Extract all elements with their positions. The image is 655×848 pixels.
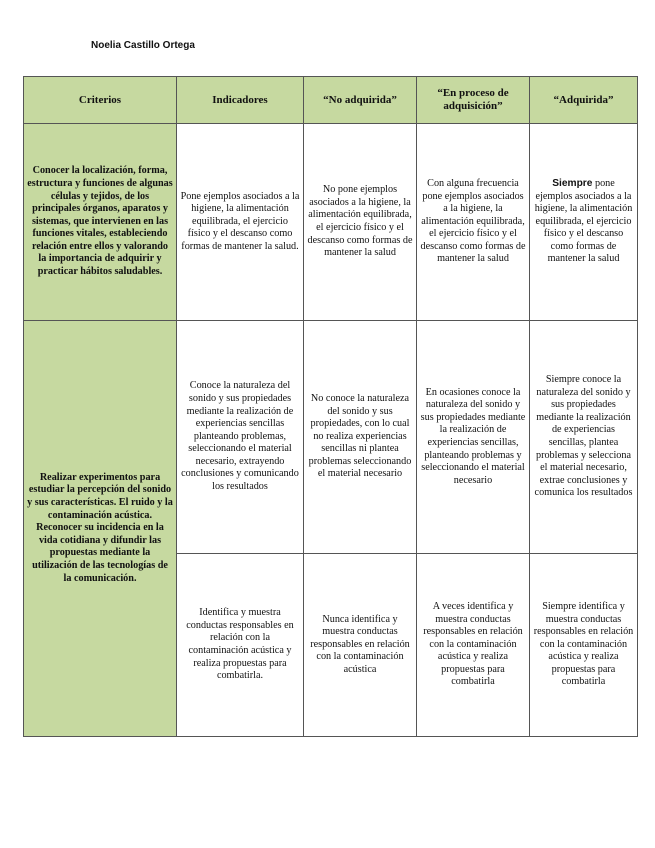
en-proceso-cell: A veces identifica y muestra conductas responsables en relación con la contaminación acústica y realiza propuestas para combatirla	[417, 554, 530, 737]
author-name: Noelia Castillo Ortega	[91, 40, 195, 51]
indicador-cell: Identifica y muestra conductas responsables en relación con la contaminación acústica y realiza propuestas para combatirla.	[177, 554, 304, 737]
table-row	[24, 124, 638, 321]
en-proceso-cell: En ocasiones conoce la naturaleza del sonido y sus propiedades mediante la realización de experiencias sencillas, planteando problemas y seleccionando el material necesario	[417, 321, 530, 554]
rubric-table	[23, 76, 638, 737]
indicador-cell: Conoce la naturaleza del sonido y sus propiedades mediante la realización de experiencias sencillas planteando problemas, seleccionando el material necesario, extrayendo conclusiones y comunicando los resultados	[177, 321, 304, 554]
criterio-cell: Realizar experimentos para estudiar la percepción del sonido y sus características. El ruido y la contaminación acústica. Reconocer su incidencia en la vida cotidiana y difundir las propuestas mediante la utilización de las tecnologías de la comunicación.	[24, 321, 177, 737]
header-indicadores: Indicadores	[177, 77, 304, 124]
adquirida-text: pone ejemplos asociados a la higiene, la alimentación equilibrada, el ejercicio físico y el descanso como formas de mantener la salud	[534, 177, 633, 265]
criterio-cell: Conocer la localización, forma, estructura y funciones de algunas células y tejidos, de los principales órganos, aparatos y sistemas, que intervienen en las funciones vitales, estableciendo relación entre ellos y valorando la importancia de adquirir y practicar hábitos saludables.	[24, 124, 177, 321]
adquirida-cell: Siempre identifica y muestra conductas responsables en relación con la contaminación acústica y realiza propuestas para combatirla	[530, 554, 638, 737]
header-adquirida: “Adquirida”	[530, 77, 638, 124]
indicador-cell: Pone ejemplos asociados a la higiene, la alimentación equilibrada, el ejercicio físico y el descanso como formas de mantener la salud.	[177, 124, 304, 321]
adquirida-cell: Siempre conoce la naturaleza del sonido y sus propiedades mediante la realización de experiencias sencillas, plantea problemas y selecciona el material necesario, extrae conclusiones y comunica los resultados	[530, 321, 638, 554]
no-adquirida-cell: No conoce la naturaleza del sonido y sus propiedades, con lo cual no realiza experiencias sencillas ni plantea problemas seleccionando el material necesario	[304, 321, 417, 554]
header-no-adquirida: “No adquirida”	[304, 77, 417, 124]
no-adquirida-cell: Nunca identifica y muestra conductas responsables en relación con la contaminación acústica	[304, 554, 417, 737]
header-row	[24, 77, 638, 124]
no-adquirida-cell: No pone ejemplos asociados a la higiene, la alimentación equilibrada, el ejercicio físico y el descanso como formas de mantener la salud	[304, 124, 417, 321]
en-proceso-cell: Con alguna frecuencia pone ejemplos asociados a la higiene, la alimentación equilibrada, el ejercicio físico y el descanso como formas de mantener la salud	[417, 124, 530, 321]
adquirida-cell	[530, 124, 638, 321]
table-row	[24, 321, 638, 554]
header-en-proceso: “En proceso de adquisición”	[417, 77, 530, 124]
adquirida-lead: Siempre	[552, 177, 593, 189]
header-criterios: Criterios	[24, 77, 177, 124]
